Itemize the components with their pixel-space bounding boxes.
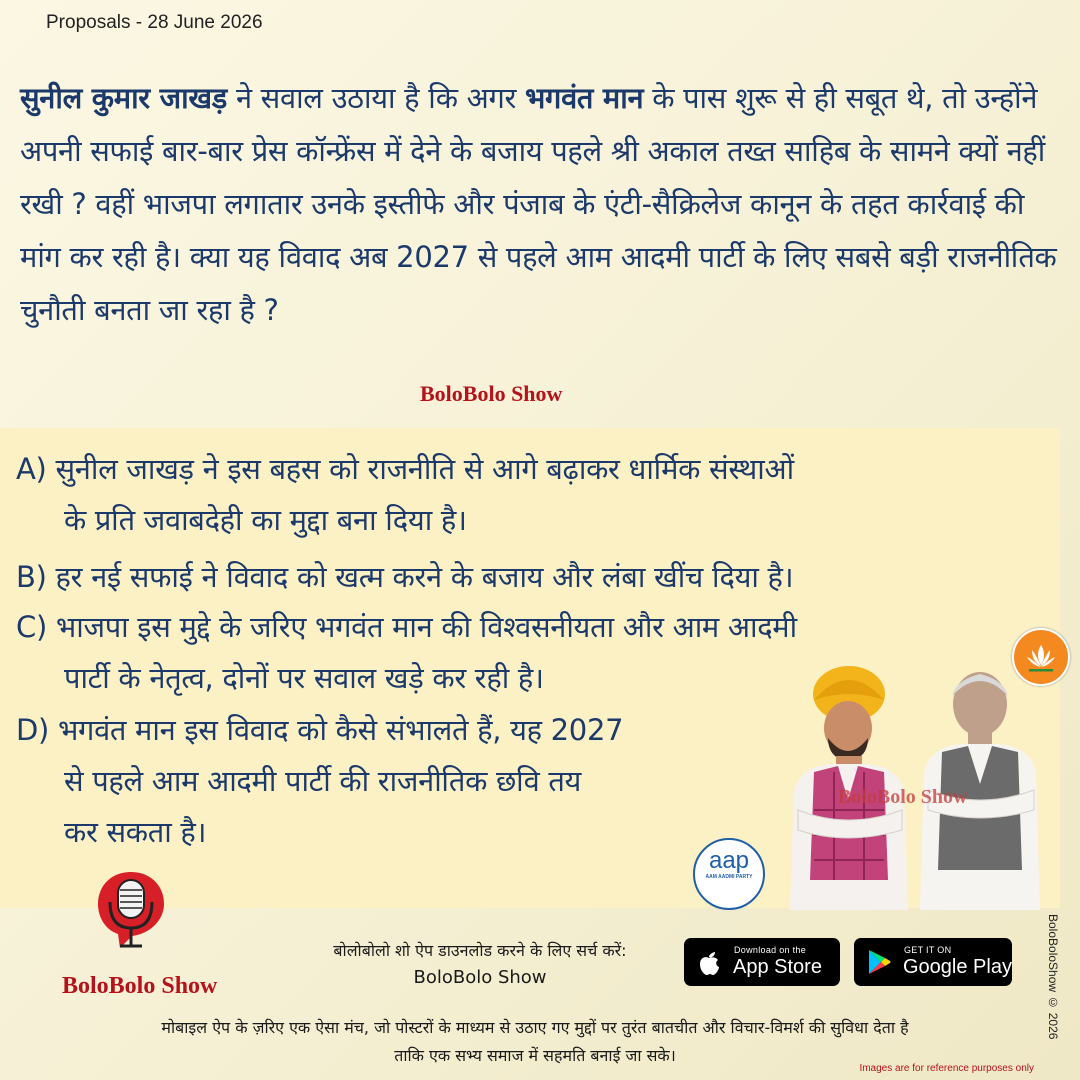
google-play-icon: [866, 948, 892, 976]
option-a-line1: सुनील जाखड़ ने इस बहस को राजनीति से आगे बढ़ाकर धार्मिक संस्थाओं: [55, 452, 794, 486]
image-disclaimer: Images are for reference purposes only: [859, 1063, 1034, 1074]
option-b-line1: हर नई सफाई ने विवाद को खत्म करने के बजाय और लंबा खींच दिया है।: [55, 560, 794, 594]
option-d-line3: कर सकता है।: [64, 815, 207, 849]
google-play-big-text: Google Play: [903, 956, 1012, 978]
brand-watermark: BoloBolo Show: [838, 786, 968, 808]
footer-line1: मोबाइल ऐप के ज़रिए एक ऐसा मंच, जो पोस्टरों के माध्यम से उठाए गए मुद्दों पर तुरंत बातचीत और विचार-विमर्श की सुविधा देता है: [161, 1018, 909, 1037]
option-d-letter: D): [16, 713, 50, 747]
app-store-button[interactable]: [684, 938, 840, 986]
app-store-big-text: App Store: [733, 956, 822, 978]
download-prompt: [300, 939, 660, 988]
option-c-line1: भाजपा इस मुद्दे के जरिए भगवंत मान की विश्वसनीयता और आम आदमी: [55, 610, 797, 644]
option-a[interactable]: [16, 444, 1026, 546]
footer-description: [30, 1014, 1040, 1070]
download-app-name: BoloBolo Show: [413, 967, 547, 988]
option-b-letter: B): [16, 560, 47, 594]
apple-icon: [696, 948, 722, 976]
aap-logo-subtext: AAM AADMI PARTY: [705, 874, 753, 880]
copyright-notice: BoloBoloShow © 2026: [1046, 914, 1060, 1040]
option-a-line2: के प्रति जवाबदेही का मुद्दा बना दिया है।: [64, 503, 467, 537]
option-b[interactable]: [16, 552, 1026, 603]
microphone-logo-icon: [96, 870, 166, 970]
option-c-letter: C): [16, 610, 47, 644]
option-a-letter: A): [16, 452, 47, 486]
google-play-button[interactable]: [854, 938, 1012, 986]
aap-logo: [693, 838, 765, 910]
aap-logo-text: aap: [708, 847, 750, 874]
question-part-2: के पास शुरू से ही सबूत थे, तो उन्होंने अपनी सफाई बार-बार प्रेस कॉन्फ्रेंस में देने के बजाय पहले श्री अकाल तख्त साहिब के सामने क्यों नहीं रखी ? वहीं भाजपा लगातार उनके इस्तीफे और पंजाब के एंटी-सैक्रिलेज कानून के तहत कार्रवाई की मांग कर रही है। क्या यह विवाद अब 2027 से पहले आम आदमी पार्टी के लिए सबसे बड़ी राजनीतिक चुनौती बनता जा रहा है ?: [20, 81, 1057, 327]
politicians-illustration: [784, 660, 1054, 910]
brand-label-bottom: BoloBolo Show: [62, 973, 218, 999]
question-part-1: ने सवाल उठाया है कि अगर: [227, 81, 525, 115]
app-store-small-text: Download on the: [734, 945, 807, 955]
question-name-mann: भगवंत मान: [524, 81, 644, 115]
option-d-line1: भगवंत मान इस विवाद को कैसे संभालते हैं, यह 2027: [57, 713, 624, 747]
question-name-jakhar: सुनील कुमार जाखड़: [20, 81, 228, 115]
question-text: [20, 72, 1060, 337]
option-d[interactable]: [16, 705, 776, 858]
option-c-line2: पार्टी के नेतृत्व, दोनों पर सवाल खड़े कर रही है।: [64, 661, 544, 695]
header-date: Proposals - 28 June 2026: [46, 12, 263, 33]
brand-label-mid: BoloBolo Show: [420, 381, 563, 406]
footer-line2: ताकि एक सभ्य समाज में सहमति बनाई जा सके।: [394, 1046, 676, 1065]
option-d-line2: से पहले आम आदमी पार्टी की राजनीतिक छवि तय: [64, 764, 582, 798]
download-prompt-text: बोलोबोलो शो ऐप डाउनलोड करने के लिए सर्च करें:: [333, 941, 627, 960]
google-play-small-text: GET IT ON: [904, 945, 952, 955]
